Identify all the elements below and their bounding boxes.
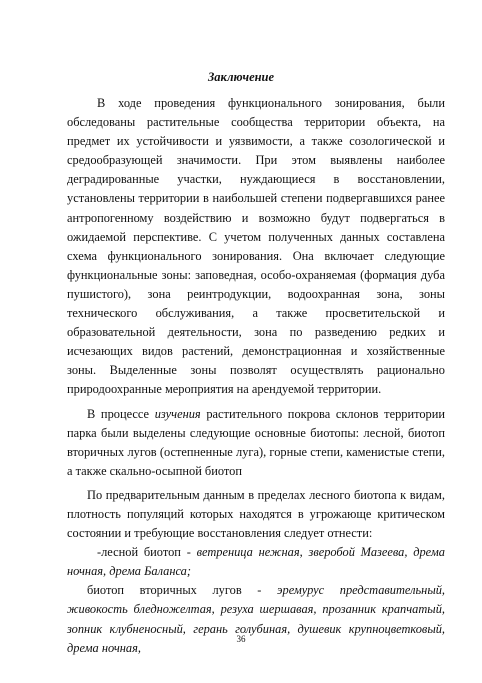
- paragraph-biotopes-italic-word: изучения: [154, 406, 201, 421]
- paragraph-biotopes-text-start: В процессе: [87, 406, 155, 421]
- paragraph-conclusion: В ходе проведения функционального зонирования, были обследованы растительные сообщества территории объекта, на предмет их устойчивости и уязвимости, а также созологической и средообразующей значимости. При этом выявлены наиболее деградированные участки, нуждающиеся в восстановлении, установлены территории в наибольшей степени подвергавшихся ранее антропогенному воздействию и возможно будут подвергаться в ожидаемой перспективе. С учетом полученных данных составлена схема функционального зонирования. Она включает следующие функциональные зоны: заповедная, особо-охраняемая (формация дуба пушистого), зона реинтродукции, водоохранная зона, зоны технического обслуживания, а также просветительской и образовательной деятельности, зона по разведению редких и исчезающих видов растений, демонстрационная и хозяйственные зоны. Выделенные зоны позволят осуществлять рационально природоохранные мероприятия на арендуемой территории.: [67, 96, 445, 397]
- paragraph-biotopes: [67, 405, 445, 481]
- list-item-meadow-biotope: [67, 581, 445, 657]
- paragraph-biotopes-text-end: растительного покрова склонов территории парка были выделены следующие основные биотопы: лесной, биотоп вторичных лугов (остепненные луга), горные степи, каменистые степи, а также скально-осыпной биотоп: [67, 406, 445, 478]
- meadow-biotope-species: эремурус представительный, живокость бледножелтая, резуха шершавая, прозанник крапчатый, зопник клубненосный, герань голубиная, душевик крупноцветковый, дрема ночная,: [67, 583, 445, 655]
- list-item-forest-biotope: [67, 543, 445, 581]
- meadow-biotope-label: биотоп вторичных лугов -: [87, 583, 278, 598]
- forest-biotope-label: -лесной биотоп -: [97, 545, 197, 560]
- page-number: 36: [236, 634, 246, 644]
- forest-biotope-species: ветреница нежная, зверобой Мазеева, дрема ночная, дрема Баланса;: [67, 545, 445, 579]
- page-title: Заключение: [207, 70, 275, 84]
- document-body: [67, 94, 445, 658]
- paragraph-threatened-species: По предварительным данным в пределах лесного биотопа к видам, плотность популяций которых находятся в угрожающе критическом состоянии и требующие восстановления следует отнести:: [67, 487, 445, 541]
